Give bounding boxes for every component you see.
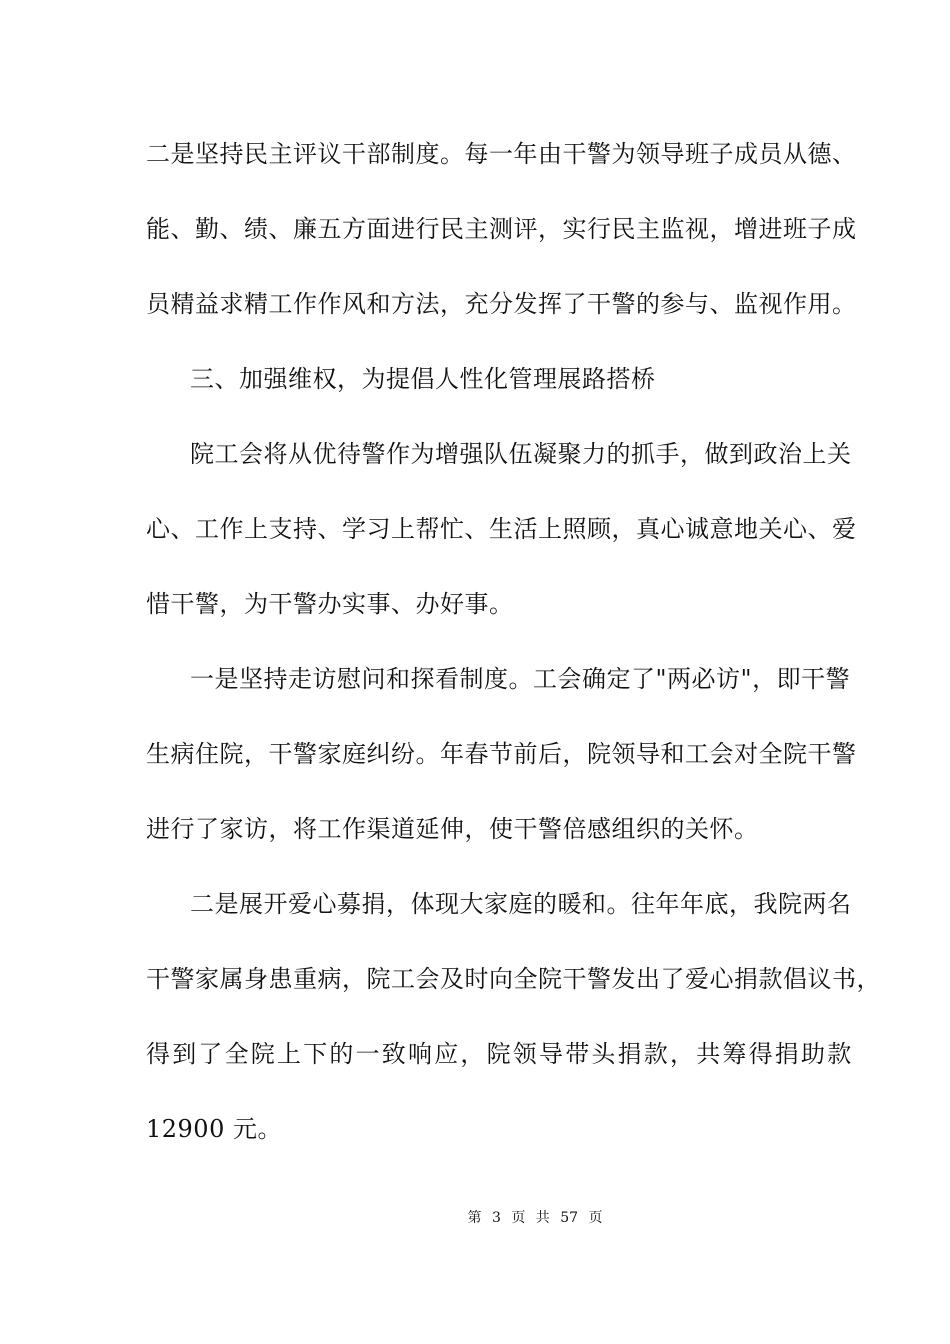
footer-suffix: 页	[588, 1210, 603, 1226]
footer-mid2: 共	[535, 1210, 550, 1226]
footer-prefix: 第	[467, 1210, 482, 1226]
paragraph-line-9: 生病住院，干警家庭纠纷。年春节前后，院领导和工会对全院干警	[146, 740, 857, 768]
section-heading: 三、加强维权，为提倡人性化管理展路搭桥	[190, 365, 656, 393]
paragraph-line-8: 一是坚持走访慰问和探看制度。工会确定了"两必访"，即干警	[190, 665, 851, 693]
paragraph-line-1: 二是坚持民主评议干部制度。每一年由干警为领导班子成员从德、	[146, 140, 857, 168]
paragraph-line-12: 干警家属身患重病，院工会及时向全院干警发出了爱心捐款倡议书，	[146, 965, 881, 993]
paragraph-line-11: 二是展开爱心募捐，体现大家庭的暖和。往年年底，我院两名	[190, 890, 852, 918]
paragraph-line-6: 心、工作上支持、学习上帮忙、生活上照顾，真心诚意地关心、爱	[146, 515, 857, 543]
footer-mid1: 页	[511, 1210, 526, 1226]
page-footer	[0, 1208, 950, 1228]
paragraph-line-3: 员精益求精工作作风和方法，充分发挥了干警的参与、监视作用。	[146, 290, 857, 318]
paragraph-line-10: 进行了家访，将工作渠道延伸，使干警倍感组织的关怀。	[146, 815, 759, 843]
paragraph-line-5: 院工会将从优待警作为增强队伍凝聚力的抓手，做到政治上关	[190, 440, 852, 468]
paragraph-line-7: 惜干警，为干警办实事、办好事。	[146, 590, 514, 618]
paragraph-line-2: 能、勤、绩、廉五方面进行民主测评，实行民主监视，增进班子成	[146, 215, 857, 243]
footer-page-number: 3	[491, 1210, 501, 1226]
paragraph-line-14: 12900 元。	[146, 1115, 282, 1143]
footer-total-pages: 57	[560, 1210, 579, 1226]
paragraph-line-13: 得到了全院上下的一致响应，院领导带头捐款，共筹得捐助款	[146, 1040, 854, 1068]
